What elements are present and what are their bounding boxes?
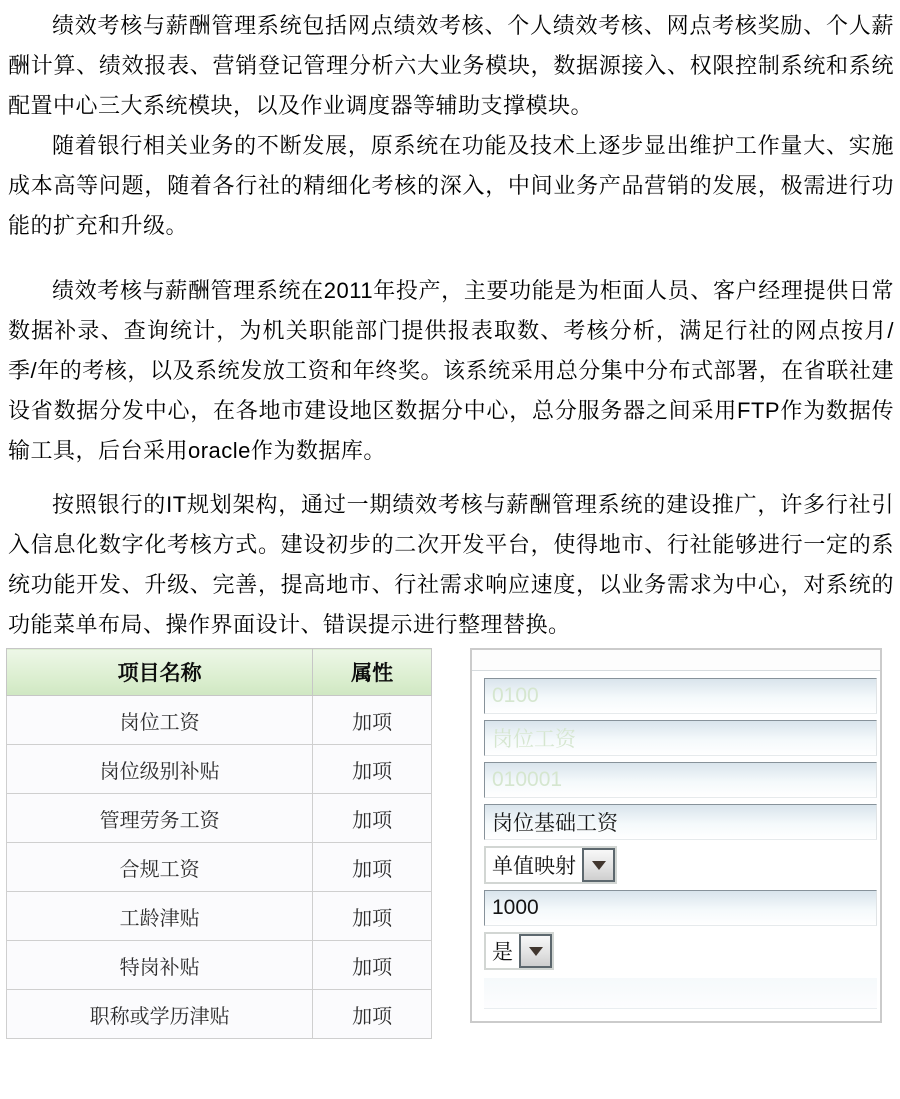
header-cell-item-name: 项目名称 <box>7 649 313 696</box>
panel-footer <box>484 978 877 1009</box>
table-row <box>7 843 432 892</box>
cell-attribute: 加项 <box>313 843 432 892</box>
paragraph-2: 随着银行相关业务的不断发展，原系统在功能及技术上逐步显出维护工作量大、实施成本高等问题，随着各行社的精细化考核的深入，中间业务产品营销的发展，极需进行功能的扩充和升级。 <box>8 133 894 238</box>
dropdown-arrow-button[interactable] <box>582 848 615 882</box>
code-input <box>484 678 877 714</box>
cell-item-name: 职称或学历津贴 <box>7 990 313 1039</box>
mapping-type-select[interactable] <box>484 846 617 884</box>
cell-attribute: 加项 <box>313 990 432 1039</box>
chevron-down-icon <box>529 947 543 956</box>
header-cell-attribute: 属性 <box>313 649 432 696</box>
bottom-section <box>0 648 900 1038</box>
name-input <box>484 720 877 756</box>
cell-item-name: 工龄津贴 <box>7 892 313 941</box>
item-code-input <box>484 762 877 798</box>
table-row <box>7 892 432 941</box>
table-row <box>7 990 432 1039</box>
salary-items-table <box>6 648 432 1039</box>
panel-top-bar <box>472 650 880 671</box>
cell-attribute: 加项 <box>313 892 432 941</box>
cell-item-name: 合规工资 <box>7 843 313 892</box>
flag-select[interactable] <box>484 932 554 970</box>
table-row <box>7 941 432 990</box>
cell-item-name: 特岗补贴 <box>7 941 313 990</box>
amount-input[interactable] <box>484 890 877 926</box>
table-row <box>7 696 432 745</box>
table-row <box>7 794 432 843</box>
form-panel <box>470 648 882 1023</box>
chevron-down-icon <box>592 861 606 870</box>
paragraph-4: 按照银行的IT规划架构，通过一期绩效考核与薪酬管理系统的建设推广，许多行社引入信息化数字化考核方式。建设初步的二次开发平台，使得地市、行社能够进行一定的系统功能开发、升级、完善，提高地市、行社需求响应速度，以业务需求为中心，对系统的功能菜单布局、操作界面设计、错误提示进行整理替换。 <box>8 492 894 637</box>
mapping-type-value: 单值映射 <box>486 848 582 882</box>
cell-attribute: 加项 <box>313 696 432 745</box>
cell-attribute: 加项 <box>313 794 432 843</box>
item-name-input[interactable] <box>484 804 877 840</box>
cell-item-name: 岗位级别补贴 <box>7 745 313 794</box>
panel-body <box>472 671 880 1009</box>
flag-value: 是 <box>486 934 519 968</box>
paragraph-3: 绩效考核与薪酬管理系统在2011年投产，主要功能是为柜面人员、客户经理提供日常数据补录、查询统计，为机关职能部门提供报表取数、考核分析，满足行社的网点按月/季/年的考核，以及系统发放工资和年终奖。该系统采用总分集中分布式部署，在省联社建设省数据分发中心，在各地市建设地区数据分中心，总分服务器之间采用FTP作为数据传输工具，后台采用oracle作为数据库。 <box>8 278 894 463</box>
cell-item-name: 岗位工资 <box>7 696 313 745</box>
table-header-row <box>7 649 432 696</box>
table-row <box>7 745 432 794</box>
cell-attribute: 加项 <box>313 941 432 990</box>
dropdown-arrow-button[interactable] <box>519 934 552 968</box>
paragraph-1: 绩效考核与薪酬管理系统包括网点绩效考核、个人绩效考核、网点考核奖励、个人薪酬计算、绩效报表、营销登记管理分析六大业务模块，数据源接入、权限控制系统和系统配置中心三大系统模块，以及作业调度器等辅助支撑模块。 <box>8 13 894 118</box>
cell-item-name: 管理劳务工资 <box>7 794 313 843</box>
cell-attribute: 加项 <box>313 745 432 794</box>
